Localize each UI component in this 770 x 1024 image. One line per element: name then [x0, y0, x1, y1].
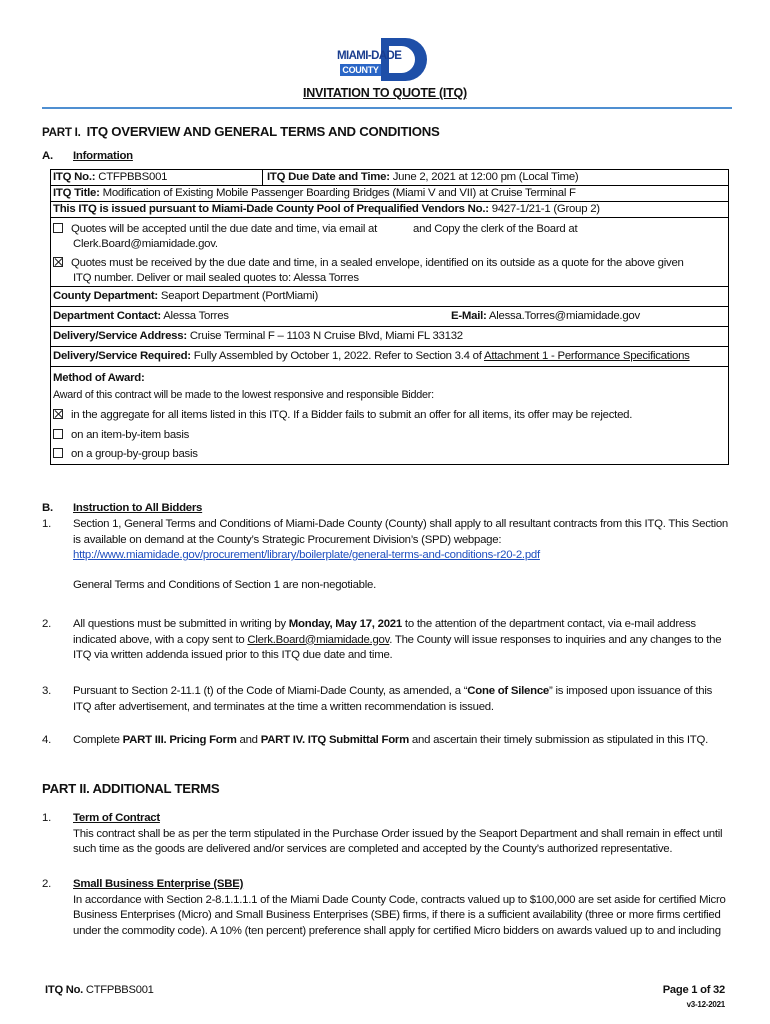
small-business-enterprise: 2. Small Business Enterprise (SBE) In accordance with Section 2-8.1.1.1.1 of the Miami Dade County Code, contracts valued up to $100,000 are set aside for certified Micro Business Enterprises (Micro) and Small Business Enterprises (SBE) firms, if there is a sufficient availability (three or more firms certified under the commodity code). A 10% (ten percent) preference shall apply for certified Micro bidders on awards valued up to and including: [42, 878, 726, 937]
itq-number: CTFPBBS001: [98, 171, 168, 183]
itq-title-row: ITQ Title: Modification of Existing Mobile Passenger Boarding Bridges (Miami V and VII) at Cruise Terminal F: [51, 186, 728, 202]
general-terms-link[interactable]: http://www.miamidade.gov/procurement/library/boilerplate/general-terms-and-conditions-r20-2.pdf: [73, 549, 540, 561]
logo-line2: COUNTY: [340, 64, 381, 76]
instruction-4: 4. Complete PART III. Pricing Form and PART IV. ITQ Submittal Form and ascertain their timely submission as stipulated in this ITQ.: [42, 734, 709, 746]
instruction-3: 3. Pursuant to Section 2-11.1 (t) of the Code of Miami-Dade County, as amended, a “Cone of Silence” is imposed upon issuance of this ITQ after advertisement, and terminates at the time a written recommendation is issued.: [42, 685, 713, 713]
title-rule: [42, 107, 732, 109]
itq-info-table: [50, 169, 729, 465]
sealed-option-checkbox[interactable]: [53, 257, 63, 267]
award-item-checkbox[interactable]: [53, 429, 63, 439]
itq-due-date: June 2, 2021 at 12:00 pm (Local Time): [392, 171, 579, 183]
delivery-required-row: Delivery/Service Required: Fully Assembled by October 1, 2022. Refer to Section 3.4 of Attachment 1 - Performance Specifications: [51, 347, 728, 367]
award-aggregate-checkbox[interactable]: [53, 409, 63, 419]
email-option-checkbox[interactable]: [53, 223, 63, 233]
delivery-address-row: Delivery/Service Address: Cruise Terminal F – 1103 N Cruise Blvd, Miami FL 33132: [51, 327, 728, 347]
footer-itq-number: ITQ No. CTFPBBS001: [45, 984, 154, 996]
footer-version: v3-12-2021: [686, 1000, 725, 1009]
itq-number-row: ITQ No.: CTFPBBS001 ITQ Due Date and Time: June 2, 2021 at 12:00 pm (Local Time): [51, 170, 728, 186]
submission-options: Quotes will be accepted until the due date and time, via email at and Copy the clerk of the Board at Clerk.Board@miamidade.gov. Quotes must be received by the due date and time, in a sealed envelope, identified on its outside as a quote for the above given ITQ number. Deliver or mail sealed quotes to: Alessa Torres: [51, 218, 728, 287]
instruction-1: 1. Section 1, General Terms and Conditions of Miami-Dade County (County) shall apply to all resultant contracts from this ITQ. This Section is available on demand at the County’s Strategic Procurement Division’s (SPD) webpage: http://www.miamidade.gov/procurement/library/boilerplate/general-terms-and-conditions-r20-2.pdf General Terms and Conditions of Section 1 are non-negotiable.: [42, 518, 729, 591]
miami-dade-logo: [337, 38, 432, 81]
clerk-email-link[interactable]: Clerk.Board@miamidade.gov: [247, 633, 390, 646]
department-row: County Department: Seaport Department (PortMiami): [51, 287, 728, 307]
contact-row: Department Contact: Alessa Torres E-Mail: Alessa.Torres@miamidade.gov: [51, 307, 728, 327]
attachment-link[interactable]: Attachment 1 - Performance Specifications: [483, 350, 690, 362]
pool-row: This ITQ is issued pursuant to Miami-Dade County Pool of Prequalified Vendors No.: 9427-1/21-1 (Group 2): [51, 202, 728, 218]
instruction-2: 2. All questions must be submitted in writing by Monday, May 17, 2021 to the attention of the department contact, via e-mail address indicated above, with a copy sent to Clerk.Board@miamidade.gov. The County will issue responses to inquiries and any changes to the ITQ via written addenda issued prior to this ITQ due date and time.: [42, 618, 722, 661]
logo-line1: MIAMI-DADE: [337, 50, 402, 62]
footer-page-number: Page 1 of 32: [662, 984, 725, 996]
term-of-contract: 1. Term of Contract This contract shall be as per the term stipulated in the Purchase Order issued by the Seaport Department and shall remain in effect until such time as the goods are delivered and/or services are completed and accepted by the County’s authorized representative.: [42, 812, 723, 855]
part1-heading: PART I. ITQ OVERVIEW AND GENERAL TERMS AND CONDITIONS: [42, 124, 440, 139]
section-a-heading: A. Information: [42, 150, 133, 162]
method-of-award: Method of Award: Award of this contract will be made to the lowest responsive and responsible Bidder: in the aggregate for all items listed in this ITQ. If a Bidder fails to submit an offer for all items, its offer may be rejected. on an item-by-item basis on a group-by-group basis: [51, 367, 728, 465]
part2-heading: PART II. ADDITIONAL TERMS: [42, 781, 220, 796]
award-group-checkbox[interactable]: [53, 448, 63, 458]
document-title: INVITATION TO QUOTE (ITQ): [303, 86, 467, 100]
section-b-heading: B. Instruction to All Bidders: [42, 502, 203, 514]
contact-email: Alessa.Torres@miamidade.gov: [488, 310, 640, 322]
